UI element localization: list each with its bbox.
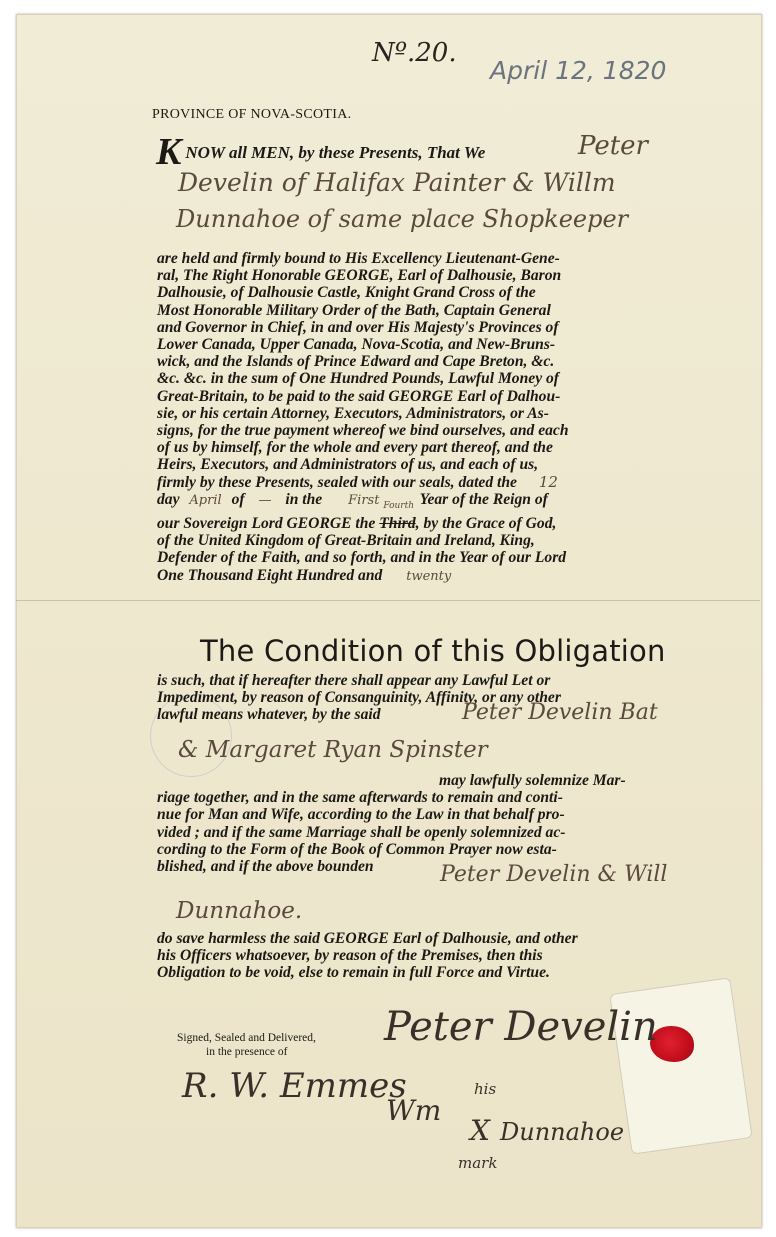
reign-year-fourth-hand: Fourth (383, 500, 415, 511)
sovereign-pre: our Sovereign Lord GEORGE the (157, 515, 376, 533)
save-line: do save harmless the said GEORGE Earl of Dalhousie, and other (157, 930, 578, 947)
condition-line: is such, that if hereafter there shall appear any Lawful Let or (157, 672, 551, 689)
bond-line: are held and firmly bound to His Excellency Lieutenant-Gene- (157, 250, 560, 267)
bond-line: Lower Canada, Upper Canada, Nova-Scotia, and New-Bruns- (157, 336, 556, 354)
signature-wm: Wm (386, 1094, 442, 1127)
condition-line: Impediment, by reason of Consanguinity, Affinity, or any other (157, 689, 561, 707)
sovereign-line (157, 515, 681, 532)
signature-mark-x: X (470, 1114, 490, 1147)
condition-line-text: lawful means whatever, by the said (157, 706, 381, 724)
couple-line-2: & Margaret Ryan Spinster (178, 737, 488, 763)
names-line-3: Dunnahoe of same place Shopkeeper (176, 205, 629, 233)
fold-crease (16, 600, 760, 601)
bond-line: ral, The Right Honorable GEORGE, Earl of Dalhousie, Baron (157, 267, 562, 285)
signature-witness: R. W. Emmes (182, 1066, 407, 1106)
dated-day: 12 (538, 472, 558, 491)
marriage-line: cording to the Form of the Book of Common Prayer now esta- (157, 840, 557, 858)
save-paragraph (157, 930, 681, 982)
bond-line: of us by himself, for the whole and every part thereof, and the (157, 439, 553, 457)
bond-line: Most Honorable Military Order of the Bath, Captain General (157, 301, 551, 319)
bond-line-text: firmly by these Presents, sealed with our seals, dated the (157, 473, 517, 491)
names-line-2: Develin of Halifax Painter & Willm (178, 168, 616, 197)
kingdom-line: of the United Kingdom of Great-Britain and Ireland, King, (157, 532, 535, 550)
intro-dropcap: K (156, 131, 182, 173)
year-hand: twenty (406, 568, 452, 584)
defender-line: Defender of the Faith, and so forth, and in the Year of our Lord (157, 549, 567, 567)
intro-text: NOW all MEN, by these Presents, That We (185, 143, 486, 162)
marriage-paragraph (157, 772, 681, 875)
bounden-line-1: Peter Develin & Will (440, 862, 668, 887)
in-the-word: in the (285, 490, 323, 508)
thousand-line (157, 567, 681, 585)
sovereign-struck: Third (379, 515, 416, 533)
marriage-line: vided ; and if the same Marriage shall be openly solemnized ac- (157, 823, 566, 841)
bond-line: signs, for the true payment whereof we bind ourselves, and each (157, 422, 569, 440)
names-line-1: Peter (578, 131, 648, 161)
signature-his: his (474, 1080, 497, 1098)
condition-title: The Condition of this Obligation (200, 634, 666, 668)
dash-hand: — (258, 492, 272, 508)
save-line: Obligation to be void, else to remain in full Force and Virtue. (157, 964, 550, 982)
month-hand: April (189, 492, 222, 508)
bounden-line-2: Dunnahoe. (176, 898, 303, 924)
may-line: may lawfully solemnize Mar- (439, 772, 626, 789)
bond-line: &c. &c. in the sum of One Hundred Pounds, Lawful Money of (157, 370, 560, 388)
marriage-line: nue for Man and Wife, according to the Law in that behalf pro- (157, 806, 565, 824)
date-note: April 12, 1820 (490, 56, 667, 85)
couple-line-1: Peter Develin Bat (462, 700, 658, 725)
thousand-text: One Thousand Eight Hundred and (157, 566, 383, 584)
signature-peter: Peter Develin (384, 1004, 658, 1050)
signed-line-1: Signed, Sealed and Delivered, (177, 1032, 316, 1044)
of-word: of (231, 490, 245, 508)
bond-paragraph (157, 250, 681, 585)
bond-line: Dalhousie, of Dalhousie Castle, Knight Grand Cross of the (157, 284, 536, 302)
day-word: day (157, 490, 180, 508)
sovereign-post: , by the Grace of God, (415, 515, 557, 533)
signature-mark-word: mark (458, 1154, 498, 1172)
signature-dunnahoe: Dunnahoe (500, 1118, 625, 1146)
reign-text: Year of the Reign of (419, 490, 548, 508)
bond-line: wick, and the Islands of Prince Edward and Cape Breton, &c. (157, 353, 555, 371)
save-line: his Officers whatsoever, by reason of the Premises, then this (157, 947, 543, 965)
bond-line: sie, or his certain Attorney, Executors, Administrators, or As- (157, 404, 549, 422)
blished-line: blished, and if the above bounden (157, 858, 374, 876)
bond-line: Great-Britain, to be paid to the said GEORGE Earl of Dalhou- (157, 387, 561, 405)
bond-line (157, 474, 681, 491)
bond-line: Heirs, Executors, and Administrators of us, and each of us, (157, 456, 539, 474)
signed-line-2: in the presence of (206, 1046, 288, 1058)
province-heading: PROVINCE OF NOVA-SCOTIA. (152, 107, 352, 122)
marriage-line: riage together, and in the same afterwards to remain and conti- (157, 789, 563, 807)
day-line (157, 491, 681, 515)
document-number: Nº.20. (372, 38, 457, 68)
bond-line: and Governor in Chief, in and over His Majesty's Provinces of (157, 318, 559, 336)
reign-year-hand: First (348, 492, 380, 508)
